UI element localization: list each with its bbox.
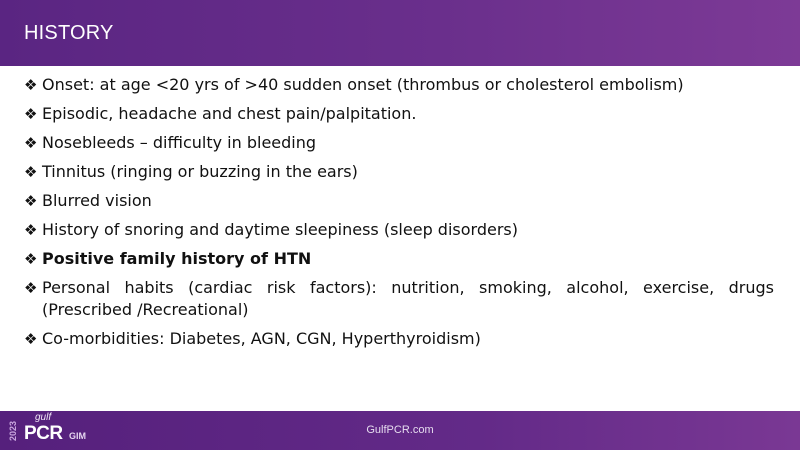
diamond-bullet-icon: ❖: [24, 76, 38, 94]
logo-gim-text: GIM: [69, 431, 86, 441]
diamond-bullet-icon: ❖: [24, 330, 38, 348]
bullet-text: Onset: at age <20 yrs of >40 sudden onset (thrombus or cholesterol embolism): [42, 75, 684, 94]
logo-pcr-text: PCR: [24, 423, 63, 444]
bullet-item: [24, 103, 774, 125]
logo-year: 2023: [8, 420, 18, 442]
bullet-text: Blurred vision: [42, 191, 152, 210]
slide-title: HISTORY: [24, 22, 114, 44]
slide-footer-bar: [0, 411, 800, 450]
footer-url: GulfPCR.com: [366, 424, 434, 436]
bullet-list: [24, 74, 774, 357]
bullet-item: [24, 132, 774, 154]
diamond-bullet-icon: ❖: [24, 279, 38, 297]
bullet-text: Episodic, headache and chest pain/palpitation.: [42, 104, 417, 123]
diamond-bullet-icon: ❖: [24, 250, 38, 268]
bullet-item: [24, 74, 774, 96]
slide-header-bar: [0, 0, 800, 66]
bullet-item: [24, 161, 774, 183]
diamond-bullet-icon: ❖: [24, 134, 38, 152]
diamond-bullet-icon: ❖: [24, 221, 38, 239]
diamond-bullet-icon: ❖: [24, 163, 38, 181]
bullet-item: [24, 328, 774, 350]
logo-gulf-text: gulf: [35, 412, 52, 423]
bullet-item: [24, 190, 774, 212]
bullet-text: History of snoring and daytime sleepiness (sleep disorders): [42, 220, 518, 239]
bullet-text: Co-morbidities: Diabetes, AGN, CGN, Hyperthyroidism): [42, 329, 481, 348]
bullet-text: Tinnitus (ringing or buzzing in the ears): [42, 162, 358, 181]
bullet-item: [24, 219, 774, 241]
diamond-bullet-icon: ❖: [24, 105, 38, 123]
bullet-text: Personal habits (cardiac risk factors): nutrition, smoking, alcohol, exercise, drugs (Prescribed /Recreational): [42, 278, 774, 319]
bullet-text: Nosebleeds – difficulty in bleeding: [42, 133, 317, 152]
diamond-bullet-icon: ❖: [24, 192, 38, 210]
bullet-item-emphasized: [24, 248, 774, 270]
bullet-item: [24, 277, 774, 321]
bullet-text: Positive family history of HTN: [42, 249, 312, 268]
